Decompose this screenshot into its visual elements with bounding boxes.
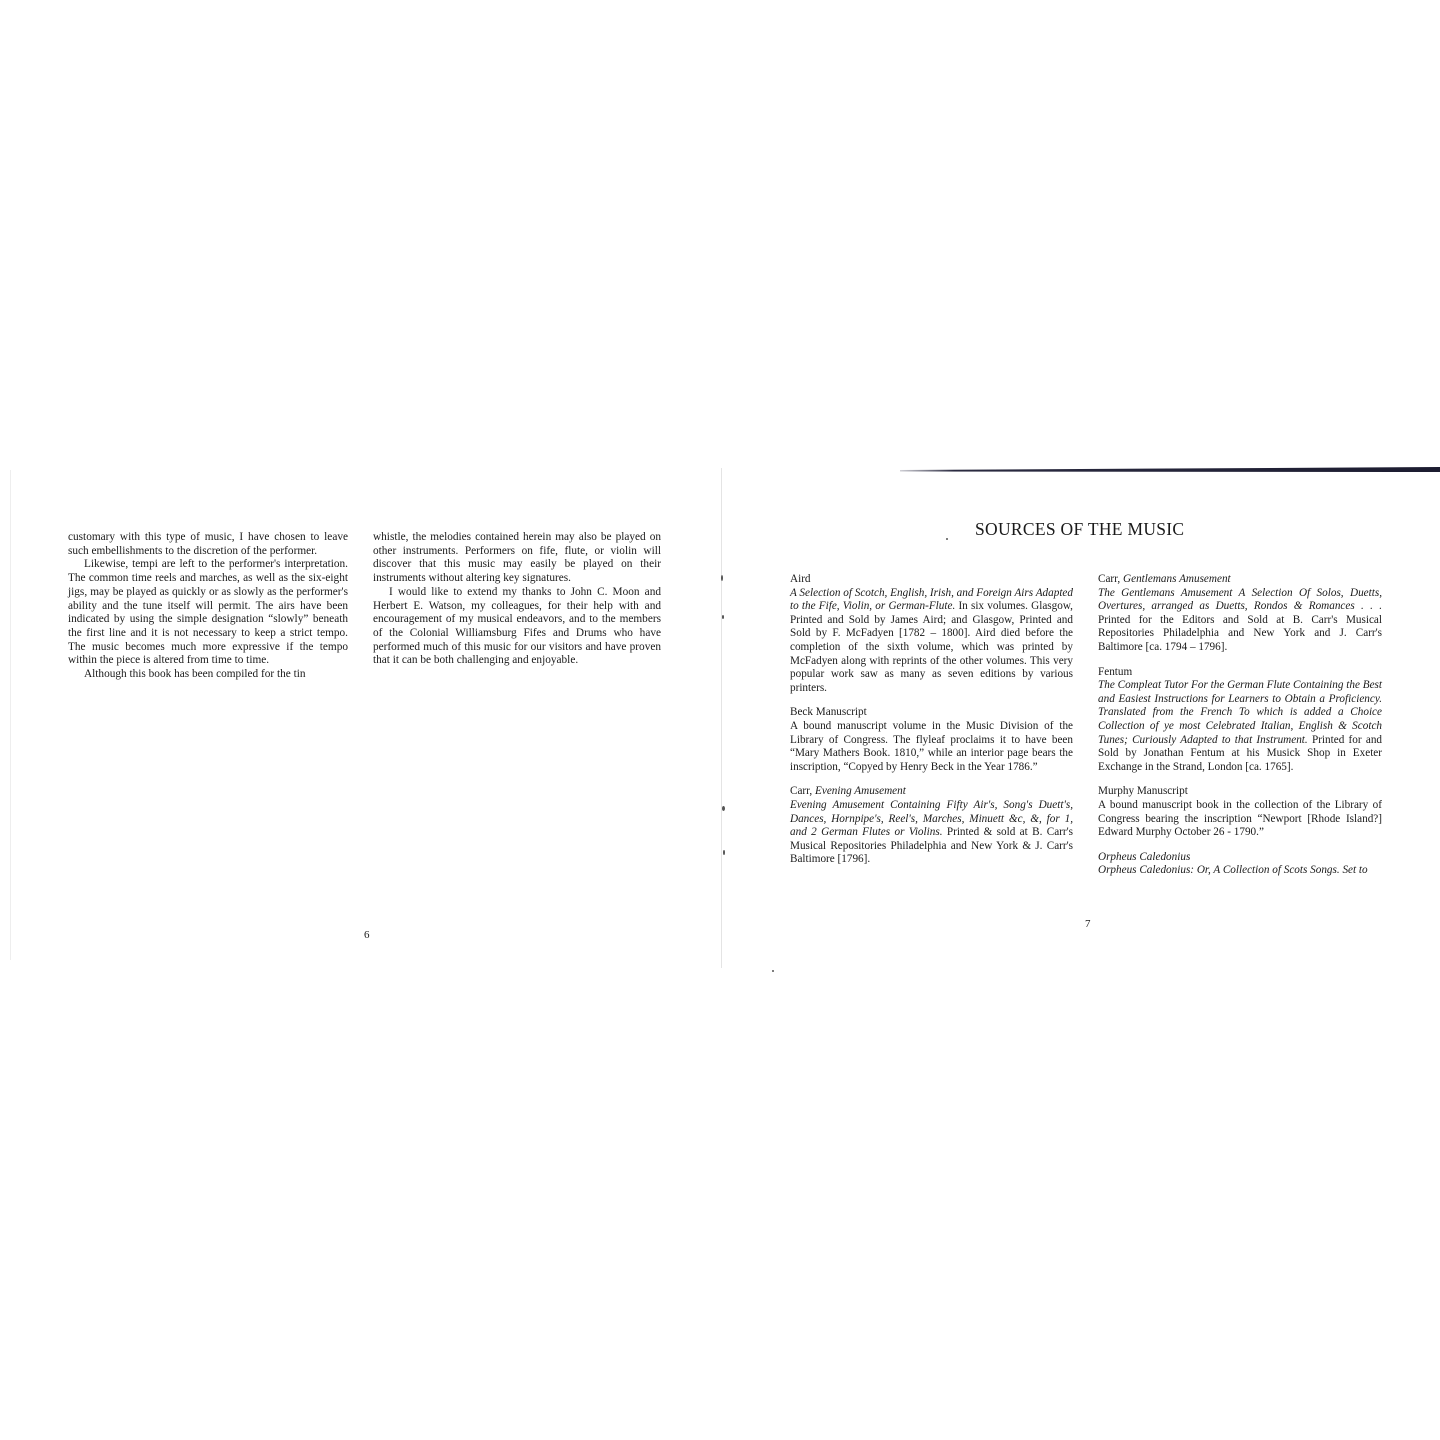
header-rule	[900, 467, 1440, 472]
sources-column-right	[1098, 573, 1382, 889]
source-description: A bound manuscript volume in the Music Division of the Library of Congress. The flyleaf proclaims it to have been “Mary Mathers Book. 1810,” while an interior page bears the inscription, “Copyed by Henry Beck in the Year 1786.”	[790, 719, 1073, 773]
source-name-italic: Evening Amusement	[815, 785, 906, 798]
sources-column-left	[790, 573, 1073, 878]
source-entry	[1098, 666, 1382, 775]
paragraph: I would like to extend my thanks to John C. Moon and Herbert E. Watson, my colleagues, for their help with and encouragement of my musical endeavors, and to the members of the Colonial Williamsburg Fifes and Drums who have performed much of this music for our visitors and have proven that it can be both challenging and enjoyable.	[373, 585, 661, 667]
scan-speck	[722, 806, 725, 811]
scan-speck	[721, 575, 723, 581]
source-title: Evening Amusement Containing Fifty Air's, Song's Duett's, Dances, Hornpipe's, Reel's, Marches, Minuett &c, &, for 1, and 2 German Flutes or Violins.	[790, 798, 1073, 839]
source-description: In six volumes. Glasgow, Printed and Sold by James Aird; and Glasgow, Printed and Sold by F. McFadyen [1782 – 1800]. Aird died before the completion of the sixth volume, which was printed by McFadyen along with reprints of the other volumes. This very popular work saw as many as seven editions by various printers.	[790, 600, 1073, 694]
source-title: The Gentlemans Amusement A Selection Of Solos, Duetts, Overtures, arranged as Duetts, Rondos & Romances . . .	[1098, 586, 1382, 613]
scan-speck	[723, 850, 725, 855]
source-name: Carr,	[790, 785, 816, 798]
source-title: The Compleat Tutor For the German Flute Containing the Best and Easiest Instructions for Learners to Obtain a Proficiency. Translated from the French To which is added a Choice Collection of ye most Celebrated Italian, English & Scotch Tunes; Curiously Adapted to that Instrument.	[1098, 679, 1382, 746]
source-description: A bound manuscript book in the collection of the Library of Congress bearing the inscription “Newport [Rhode Island?] Edward Murphy October 26 - 1790.”	[1098, 798, 1382, 839]
source-entry	[790, 573, 1073, 695]
source-name: Beck Manuscript	[790, 706, 867, 719]
source-name: Carr,	[1098, 573, 1124, 585]
source-name: Aird	[790, 573, 811, 585]
source-entry	[1098, 851, 1382, 878]
source-name-italic: Orpheus Caledonius	[1098, 850, 1191, 863]
paragraph: customary with this type of music, I have chosen to leave such embellishments to the discretion of the performer.	[68, 531, 348, 557]
paragraph: Likewise, tempi are left to the performer's interpretation. The common time reels and marches, as well as the six-eight jigs, may be played as quickly or as slowly as the performer's ability and the tune itself will permit. The airs have been indicated by using the simple designation “slowly” beneath the first line and it is not necessary to keep a strict tempo. The music becomes much more expressive if the tempo within the piece is altered from time to time.	[68, 558, 348, 667]
scan-edge	[10, 470, 11, 960]
source-title: A Selection of Scotch, English, Irish, and Foreign Airs Adapted to the Fife, Violin, or German-Flute.	[790, 586, 1073, 613]
source-description: Printed & sold at B. Carr's Musical Repositories Philadelphia and New York & J. Carr's Baltimore [1796].	[790, 826, 1073, 866]
page6-column-left	[68, 531, 348, 682]
scan-speck	[722, 615, 724, 619]
page6-column-right	[373, 531, 661, 668]
page-gutter	[721, 468, 722, 968]
source-entry	[790, 706, 1073, 774]
scan-speck	[946, 538, 948, 540]
section-title: SOURCES OF THE MUSIC	[975, 519, 1185, 539]
source-entry	[1098, 573, 1382, 655]
source-name-italic: Gentlemans Amusement	[1123, 573, 1231, 585]
page-number: 6	[364, 929, 370, 941]
source-entry	[1098, 785, 1382, 839]
source-entry	[790, 785, 1073, 867]
source-name: Fentum	[1098, 665, 1133, 678]
source-description: Printed for and Sold by Jonathan Fentum at his Musick Shop in Exeter Exchange in the Strand, London [ca. 1765].	[1098, 733, 1383, 773]
source-name: Murphy Manuscript	[1098, 785, 1188, 798]
paragraph: Although this book has been compiled for the tin	[84, 668, 306, 681]
source-description: Printed for the Editors and Sold at B. Carr's Musical Repositories Philadelphia and New York and J. Carr's Baltimore [ca. 1794 – 1796].	[1098, 613, 1382, 653]
source-title: Orpheus Caledonius: Or, A Collection of Scots Songs. Set to	[1098, 864, 1368, 877]
page-number: 7	[1085, 918, 1091, 930]
scan-speck	[772, 970, 774, 972]
paragraph: whistle, the melodies contained herein may also be played on other instruments. Performers on fife, flute, or violin will discover that this music may easily be played on their instruments without altering key signatures.	[373, 531, 661, 585]
